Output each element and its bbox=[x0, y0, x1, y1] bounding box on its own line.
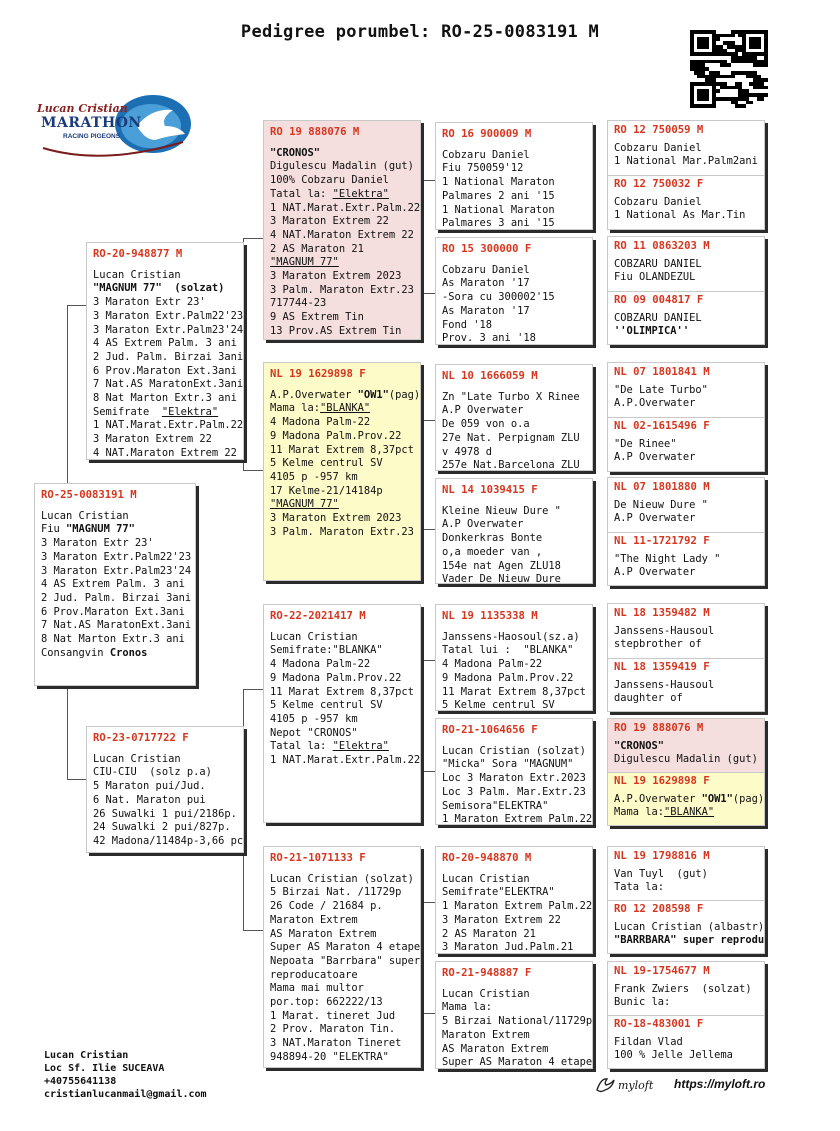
g5-bird-entry[interactable] bbox=[608, 1015, 764, 1068]
bird-detail-line: 8 Nat Marton Extr.3 ani bbox=[93, 392, 237, 405]
ring-number: RO 19 888076 M bbox=[614, 722, 704, 734]
divider bbox=[608, 417, 764, 418]
bird-detail-line: Semifrate:"BLANKA" bbox=[270, 644, 383, 657]
bird-detail-line: "MAGNUM 77" bbox=[270, 256, 339, 269]
bird-detail-line: 7 Nat.AS MaratonExt.3ani bbox=[41, 619, 192, 632]
bird-detail-line: Palmares 2 ani '15 bbox=[442, 189, 555, 202]
bird-detail-line: 42 Madona/11484p-3,66 pc bbox=[93, 834, 244, 847]
connector-line bbox=[420, 902, 435, 1014]
bird-detail-line: 3 Maraton Jud.Palm.21 bbox=[442, 941, 574, 954]
bird-detail-line: Fond '18 bbox=[442, 318, 493, 331]
bird-detail-line: 3 Maraton Extrem 22 bbox=[442, 913, 561, 926]
bird-detail-line: 100 % Jelle Jellema bbox=[614, 1049, 733, 1062]
divider bbox=[608, 175, 764, 176]
bird-detail-line: 9 Madona Palm.Prov.22 bbox=[442, 671, 574, 684]
g5-pair-card[interactable] bbox=[607, 846, 765, 954]
bird-detail-line: 5 Kelme centrul SV bbox=[270, 457, 383, 470]
bird-detail-line: "CRONOS" bbox=[270, 146, 321, 159]
ring-number: RO 11 0863203 M bbox=[614, 240, 710, 252]
bird-detail-line: 5 Kelme centrul SV bbox=[442, 699, 555, 712]
bird-detail-line: Cobzaru Daniel bbox=[442, 148, 530, 161]
g5-bird-entry[interactable] bbox=[608, 847, 764, 900]
bird-detail-line: 5 Maraton pui/Jud. bbox=[93, 780, 206, 793]
bird-detail-line: 11 Marat Extrem 8,37pct bbox=[270, 443, 414, 456]
bird-detail-line: Maraton Extrem bbox=[442, 1028, 530, 1041]
divider bbox=[608, 772, 764, 773]
ring-number: NL 10 1666059 M bbox=[442, 370, 538, 382]
ring-number: NL 19 1135338 M bbox=[442, 610, 538, 622]
ring-number: RO 12 208598 F bbox=[614, 903, 704, 915]
logo-brand: MARATHON bbox=[41, 115, 142, 131]
ring-number: NL 02-1615496 F bbox=[614, 420, 710, 432]
bird-detail-line: 4 NAT.Maraton Extrem 22 bbox=[270, 228, 414, 241]
divider bbox=[608, 291, 764, 292]
bird-detail-line: Lucan Cristian (solzat) bbox=[442, 744, 586, 757]
bird-detail-line: 1 National Mar.Palm2ani bbox=[614, 155, 758, 168]
bird-detail-line: por.top: 662222/13 bbox=[270, 996, 383, 1009]
bird-detail-line: 3 Maraton Extr.Palm23'24 bbox=[41, 564, 192, 577]
bird-detail-line: Fildan Vlad bbox=[614, 1035, 683, 1048]
connector-line bbox=[420, 180, 435, 294]
bird-detail-line: 717744-23 bbox=[270, 297, 327, 310]
bird-detail-line: 3 Maraton Extr.Palm22'23 bbox=[41, 550, 192, 563]
g5-pair-card[interactable] bbox=[607, 603, 765, 712]
ring-number: RO-21-1064656 F bbox=[442, 724, 538, 736]
bird-detail-line: 1 NAT.Marat.Extr.Palm.22 bbox=[270, 201, 421, 214]
g5-bird-entry[interactable] bbox=[608, 175, 764, 229]
bird-detail-line: 4 AS Extrem Palm. 3 ani bbox=[41, 578, 185, 591]
bird-detail-line: 13 Prov.AS Extrem Tin bbox=[270, 324, 402, 337]
pigeon-icon bbox=[595, 1076, 615, 1094]
bird-detail-line: A.P.Overwater bbox=[614, 397, 696, 410]
ring-number: NL 07 1801880 M bbox=[614, 481, 710, 493]
bird-detail-line: A.P Overwater bbox=[614, 512, 696, 525]
bird-detail-line: Prov. 3 ani '18 bbox=[442, 332, 536, 345]
bird-detail-line: 5 Kelme centrul SV bbox=[270, 699, 383, 712]
bird-detail-line: De 059 von o.a bbox=[442, 418, 530, 431]
bird-detail-line: Cobzaru Daniel bbox=[614, 195, 702, 208]
bird-detail-line: "The Night Lady " bbox=[614, 552, 721, 565]
contact-address: Loc Sf. Ilie SUCEAVA bbox=[44, 1063, 165, 1074]
bird-detail-line: 3 Maraton Extr.Palm23'24 bbox=[93, 323, 244, 336]
bird-detail-line: Vader De Nieuw Dure bbox=[442, 573, 561, 586]
bird-detail-line: Super AS Maraton 4 etape bbox=[270, 941, 421, 954]
bird-detail-line: 2 Jud. Palm. Birzai 3ani bbox=[41, 591, 192, 604]
bird-detail-line: v 4978 d bbox=[442, 445, 493, 458]
bird-detail-line: Nepot "CRONOS" bbox=[270, 726, 358, 739]
bird-detail-line: Semisora"ELEKTRA" bbox=[442, 799, 549, 812]
breeder-contact bbox=[44, 1049, 207, 1101]
qr-code-icon bbox=[690, 30, 768, 108]
bird-detail-line: A.P.Overwater "OW1"(pag) bbox=[270, 388, 421, 401]
ring-number: RO-21-1071133 F bbox=[270, 852, 366, 864]
bird-detail-line: 1 Maraton Extrem Palm.22 bbox=[442, 813, 593, 826]
bird-detail-line: 1 National As Mar.Tin bbox=[614, 209, 746, 222]
bird-detail-line: CIU-CIU (solz p.a) bbox=[93, 766, 212, 779]
bird-detail-line: Tatal la: "Elektra" bbox=[270, 740, 389, 753]
bird-detail-line: A.P Overwater bbox=[614, 566, 696, 579]
ring-number: NL 19 1798816 M bbox=[614, 850, 710, 862]
ring-number: RO 09 004817 F bbox=[614, 294, 704, 306]
sire-dam-card[interactable] bbox=[263, 362, 421, 581]
ring-number: RO-18-483001 F bbox=[614, 1018, 704, 1030]
ring-number: NL 19-1754677 M bbox=[614, 965, 710, 977]
bird-detail-line: 3 Maraton Extrem 2023 bbox=[270, 512, 402, 525]
bird-detail-line: Mama la:"BLANKA" bbox=[614, 806, 715, 819]
bird-detail-line: A.P Overwater bbox=[442, 404, 524, 417]
bird-detail-line: o,a moeder van , bbox=[442, 545, 543, 558]
ring-number: RO-21-948887 F bbox=[442, 967, 532, 979]
bird-detail-line: Tatal la: "Elektra" bbox=[270, 187, 389, 200]
bird-detail-line: "MAGNUM 77" (solzat) bbox=[93, 282, 225, 295]
bird-detail-line: 11 Marat Extrem 8,37pct bbox=[270, 685, 414, 698]
bird-detail-line: AS Maraton Extrem bbox=[442, 1042, 549, 1055]
logo-owner: Lucan Cristian bbox=[37, 102, 128, 115]
bird-detail-line: "De Late Turbo" bbox=[614, 383, 708, 396]
bird-detail-line: Consangvin Cronos bbox=[41, 646, 148, 659]
bird-detail-line: "MAGNUM 77" bbox=[270, 498, 339, 511]
divider bbox=[608, 900, 764, 901]
ring-number: NL 18 1359419 F bbox=[614, 661, 710, 673]
logo-tagline: RACING PIGEONS bbox=[63, 133, 121, 140]
ring-number: NL 07 1801841 M bbox=[614, 366, 710, 378]
connector-line bbox=[420, 660, 435, 772]
g5-pair-card[interactable] bbox=[607, 362, 765, 472]
bird-detail-line: "CRONOS" bbox=[614, 739, 665, 752]
g4-card[interactable] bbox=[435, 961, 593, 1069]
divider bbox=[608, 532, 764, 533]
bird-detail-line: De Nieuw Dure " bbox=[614, 498, 708, 511]
bird-detail-line: 3 Maraton Extrem 22 bbox=[93, 433, 212, 446]
bird-detail-line: 27e Nat. Perpignam ZLU bbox=[442, 431, 580, 444]
bird-detail-line: Kleine Nieuw Dure " bbox=[442, 504, 561, 517]
bird-detail-line: Donkerkras Bonte bbox=[442, 532, 543, 545]
g5-bird-entry[interactable] bbox=[608, 962, 764, 1015]
bird-detail-line: Semifrate "Elektra" bbox=[93, 405, 219, 418]
bird-detail-line: 2 Jud. Palm. Birzai 3ani bbox=[93, 350, 244, 363]
bird-detail-line: 1 NAT.Marat.Extr.Palm.22 bbox=[270, 754, 421, 767]
bird-detail-line: 1 National Maraton bbox=[442, 176, 555, 189]
bird-detail-line: 9 AS Extrem Tin bbox=[270, 311, 364, 324]
bird-detail-line: Janssens-Hausoul bbox=[614, 624, 715, 637]
bird-detail-line: 9 Madona Palm.Prov.22 bbox=[270, 671, 402, 684]
g4-card[interactable] bbox=[435, 122, 593, 230]
contact-phone: +40755641138 bbox=[44, 1076, 117, 1087]
bird-detail-line: Cobzaru Daniel bbox=[614, 141, 702, 154]
g5-bird-entry[interactable] bbox=[608, 121, 764, 175]
bird-detail-line: 2 AS Maraton 21 bbox=[270, 242, 364, 255]
bird-detail-line: 4 NAT.Maraton Extrem 22 bbox=[93, 446, 237, 459]
bird-detail-line: 5 Birzai National/11729p bbox=[442, 1015, 593, 1028]
bird-detail-line: Lucan Cristian bbox=[442, 987, 530, 1000]
bird-detail-line: Fiu OLANDEZUL bbox=[614, 271, 696, 284]
bird-detail-line: 6 Nat. Maraton pui bbox=[93, 793, 206, 806]
g5-bird-entry[interactable] bbox=[608, 291, 764, 345]
divider bbox=[608, 658, 764, 659]
contact-email: cristianlucanmail@gmail.com bbox=[44, 1089, 207, 1100]
g5-bird-entry[interactable] bbox=[608, 719, 764, 772]
bird-detail-line: 24 Suwalki 2 pui/827p. bbox=[93, 821, 231, 834]
bird-detail-line: Semifrate"ELEKTRA" bbox=[442, 886, 555, 899]
bird-detail-line: 5 Birzai Nat. /11729p bbox=[270, 886, 402, 899]
ring-number: NL 19 1629898 F bbox=[614, 775, 710, 787]
bird-detail-line: Cobzaru Daniel bbox=[442, 263, 530, 276]
page-title: Pedigree porumbel: RO-25-0083191 M bbox=[240, 22, 600, 42]
bird-detail-line: Fiu 750059'12 bbox=[442, 162, 524, 175]
g5-bird-entry[interactable] bbox=[608, 237, 764, 291]
g5-pair-card[interactable] bbox=[607, 236, 765, 345]
bird-detail-line: Lucan Cristian (albastr) bbox=[614, 920, 765, 933]
ring-number: NL 11-1721792 F bbox=[614, 535, 710, 547]
bird-detail-line: As Maraton '17 bbox=[442, 277, 530, 290]
bird-detail-line: "Micka" Sora "MAGNUM" bbox=[442, 758, 574, 771]
bird-detail-line: A.P Overwater bbox=[442, 518, 524, 531]
bird-detail-line: 1 National Maraton bbox=[442, 203, 555, 216]
bird-detail-line: 26 Suwalki 1 pui/2186p. bbox=[93, 807, 237, 820]
bird-detail-line: 17 Kelme-21/14184p bbox=[270, 484, 383, 497]
bird-detail-line: 3 Palm. Maraton Extr.23 bbox=[270, 283, 414, 296]
g4-card[interactable] bbox=[435, 718, 593, 825]
bird-detail-line: 2 AS Maraton 21 bbox=[442, 927, 536, 940]
bird-detail-line: 948894-20 "ELEKTRA" bbox=[270, 1050, 389, 1063]
ring-number: RO-22-2021417 M bbox=[270, 610, 366, 622]
brand-text: myloft bbox=[618, 1078, 654, 1092]
bird-detail-line: COBZARU DANIEL bbox=[614, 311, 702, 324]
bird-detail-line: Lucan Cristian bbox=[270, 630, 358, 643]
bird-detail-line: "De Rinee" bbox=[614, 437, 677, 450]
g5-bird-entry[interactable] bbox=[608, 900, 764, 953]
bird-detail-line: 4 Madona Palm-22 bbox=[270, 416, 371, 429]
sire-card[interactable] bbox=[86, 242, 244, 460]
bird-detail-line: 8 Nat Marton Extr.3 ani bbox=[41, 633, 185, 646]
bird-detail-line: 7 Nat.AS MaratonExt.3ani bbox=[93, 378, 244, 391]
bird-detail-line: Nepoata "Barrbara" super bbox=[270, 954, 421, 967]
bird-detail-line: Digulescu Madalin (gut) bbox=[270, 160, 414, 173]
g5-pair-card[interactable] bbox=[607, 477, 765, 586]
bird-detail-line: Bunic la: bbox=[614, 996, 671, 1009]
bird-detail-line: 4105 p -957 km bbox=[270, 470, 358, 483]
bird-detail-line: Van Tuyl (gut) bbox=[614, 867, 708, 880]
bird-detail-line: 3 Palm. Maraton Extr.23 bbox=[270, 525, 414, 538]
bird-detail-line: 6 Prov.Maraton Ext.3ani bbox=[41, 605, 185, 618]
bird-detail-line: 4 AS Extrem Palm. 3 ani bbox=[93, 337, 237, 350]
bird-detail-line: Mama la: bbox=[442, 1001, 493, 1014]
bird-detail-line: 2 Prov. Maraton Tin. bbox=[270, 1023, 396, 1036]
contact-name: Lucan Cristian bbox=[44, 1050, 129, 1061]
g5-bird-entry[interactable] bbox=[608, 658, 764, 712]
g5-bird-entry[interactable] bbox=[608, 417, 764, 471]
bird-detail-line: Loc 3 Palm. Mar.Extr.23 bbox=[442, 785, 586, 798]
ring-number: RO 16 900009 M bbox=[442, 128, 532, 140]
g4-card[interactable] bbox=[435, 364, 593, 471]
bird-detail-line: 257e Nat.Barcelona ZLU bbox=[442, 459, 580, 472]
sire-sire-card[interactable] bbox=[263, 120, 421, 340]
bird-detail-line: 3 Maraton Extr 23' bbox=[41, 537, 154, 550]
bird-detail-line: stepbrother of bbox=[614, 638, 702, 651]
connector-line bbox=[420, 420, 435, 530]
bird-detail-line: Frank Zwiers (solzat) bbox=[614, 982, 752, 995]
ring-number: NL 14 1039415 F bbox=[442, 484, 538, 496]
bird-detail-line: 9 Madona Palm.Prov.22 bbox=[270, 429, 402, 442]
website-link[interactable]: https://myloft.ro bbox=[674, 1077, 766, 1091]
ring-number: RO-20-948877 M bbox=[93, 248, 183, 260]
bird-detail-line: A.P Overwater bbox=[614, 451, 696, 464]
ring-number: RO-23-0717722 F bbox=[93, 732, 189, 744]
bird-detail-line: 3 Maraton Extr.Palm22'23 bbox=[93, 309, 244, 322]
bird-detail-line: 4 Madona Palm-22 bbox=[442, 658, 543, 671]
bird-detail-line: 4105 p -957 km bbox=[270, 712, 358, 725]
connector-line bbox=[243, 238, 263, 471]
g5-pair-card[interactable] bbox=[607, 718, 765, 826]
g5-bird-entry[interactable] bbox=[608, 478, 764, 532]
ring-number: RO 12 750059 M bbox=[614, 124, 704, 136]
bird-detail-line: 3 Maraton Extrem 22 bbox=[270, 215, 389, 228]
g4-card[interactable] bbox=[435, 604, 593, 711]
myloft-brand bbox=[595, 1076, 653, 1094]
bird-detail-line: 1 Marat. tineret Jud bbox=[270, 1009, 396, 1022]
bird-detail-line: reproducatoare bbox=[270, 968, 358, 981]
g5-bird-entry[interactable] bbox=[608, 363, 764, 417]
bird-detail-line: Tata la: bbox=[614, 881, 665, 894]
g5-pair-card[interactable] bbox=[607, 120, 765, 230]
bird-detail-line: Lucan Cristian bbox=[41, 509, 129, 522]
bird-detail-line: Lucan Cristian bbox=[442, 872, 530, 885]
bird-detail-line: 154e nat Agen ZLU18 bbox=[442, 559, 561, 572]
bird-detail-line: 11 Marat Extrem 8,37pct bbox=[442, 685, 586, 698]
bird-detail-line: Palmares 3 ani '15 bbox=[442, 217, 555, 230]
marathon-logo bbox=[33, 96, 193, 158]
dam-card[interactable] bbox=[86, 726, 244, 853]
bird-detail-line: -Sora cu 300002'15 bbox=[442, 291, 555, 304]
bird-detail-line: 3 Maraton Extrem 2023 bbox=[270, 270, 402, 283]
bird-detail-line: Lucan Cristian bbox=[93, 268, 181, 281]
ring-number: RO-25-0083191 M bbox=[41, 489, 137, 501]
connector-line bbox=[243, 689, 263, 931]
bird-detail-line: Janssens-Hausoul bbox=[614, 678, 715, 691]
g5-bird-entry[interactable] bbox=[608, 772, 764, 825]
bird-detail-line: "BARRBARA" super reprodu bbox=[614, 934, 765, 947]
bird-detail-line: As Maraton '17 bbox=[442, 304, 530, 317]
g4-card[interactable] bbox=[435, 846, 593, 954]
g4-card[interactable] bbox=[435, 237, 593, 345]
connector-line bbox=[67, 305, 86, 483]
ring-number: RO 12 750032 F bbox=[614, 178, 704, 190]
bird-detail-line: 1 Maraton Extrem Palm.22 bbox=[442, 900, 593, 913]
bird-detail-line: A.P.Overwater "OW1"(pag) bbox=[614, 792, 765, 805]
bird-detail-line: Digulescu Madalin (gut) bbox=[614, 753, 758, 766]
subject-bird-card[interactable] bbox=[34, 483, 196, 686]
bird-detail-line: Mama mai multor bbox=[270, 982, 364, 995]
g5-pair-card[interactable] bbox=[607, 961, 765, 1069]
divider bbox=[608, 1015, 764, 1016]
g5-bird-entry[interactable] bbox=[608, 604, 764, 658]
ring-number: NL 19 1629898 F bbox=[270, 368, 366, 380]
bird-detail-line: ''OLIMPICA'' bbox=[614, 325, 690, 338]
dam-sire-card[interactable] bbox=[263, 604, 421, 823]
bird-detail-line: 4 Madona Palm-22 bbox=[270, 658, 371, 671]
bird-detail-line: AS Maraton Extrem bbox=[270, 927, 377, 940]
g4-card[interactable] bbox=[435, 478, 593, 584]
dam-dam-card[interactable] bbox=[263, 846, 421, 1068]
bird-detail-line: Lucan Cristian (solzat) bbox=[270, 872, 414, 885]
bird-detail-line: 6 Prov.Maraton Ext.3ani bbox=[93, 364, 237, 377]
ring-number: NL 18 1359482 M bbox=[614, 607, 710, 619]
bird-detail-line: 26 Code / 21684 p. bbox=[270, 900, 383, 913]
bird-detail-line: 1 NAT.Marat.Extr.Palm.22 bbox=[93, 419, 244, 432]
bird-detail-line: 100% Cobzaru Daniel bbox=[270, 174, 389, 187]
bird-detail-line: Mama la:"BLANKA" bbox=[270, 402, 371, 415]
ring-number: RO 15 300000 F bbox=[442, 243, 532, 255]
bird-detail-line: Super AS Maraton 4 etape bbox=[442, 1056, 593, 1069]
bird-detail-line: Maraton Extrem bbox=[270, 913, 358, 926]
bird-detail-line: Tatal lui : "BLANKA" bbox=[442, 644, 574, 657]
bird-detail-line: Janssens-Haosoul(sz.a) bbox=[442, 630, 580, 643]
ring-number: RO 19 888076 M bbox=[270, 126, 360, 138]
g5-bird-entry[interactable] bbox=[608, 532, 764, 586]
ring-number: RO-20-948870 M bbox=[442, 852, 532, 864]
bird-detail-line: Lucan Cristian bbox=[93, 752, 181, 765]
bird-detail-line: Zn "Late Turbo X Rinee bbox=[442, 390, 580, 403]
bird-detail-line: 3 Maraton Extr 23' bbox=[93, 296, 206, 309]
bird-detail-line: Fiu "MAGNUM 77" bbox=[41, 523, 135, 536]
bird-detail-line: Loc 3 Maraton Extr.2023 bbox=[442, 772, 586, 785]
bird-detail-line: COBZARU DANIEL bbox=[614, 257, 702, 270]
bird-detail-line: 3 NAT.Maraton Tineret bbox=[270, 1037, 402, 1050]
bird-detail-line: daughter of bbox=[614, 692, 683, 705]
